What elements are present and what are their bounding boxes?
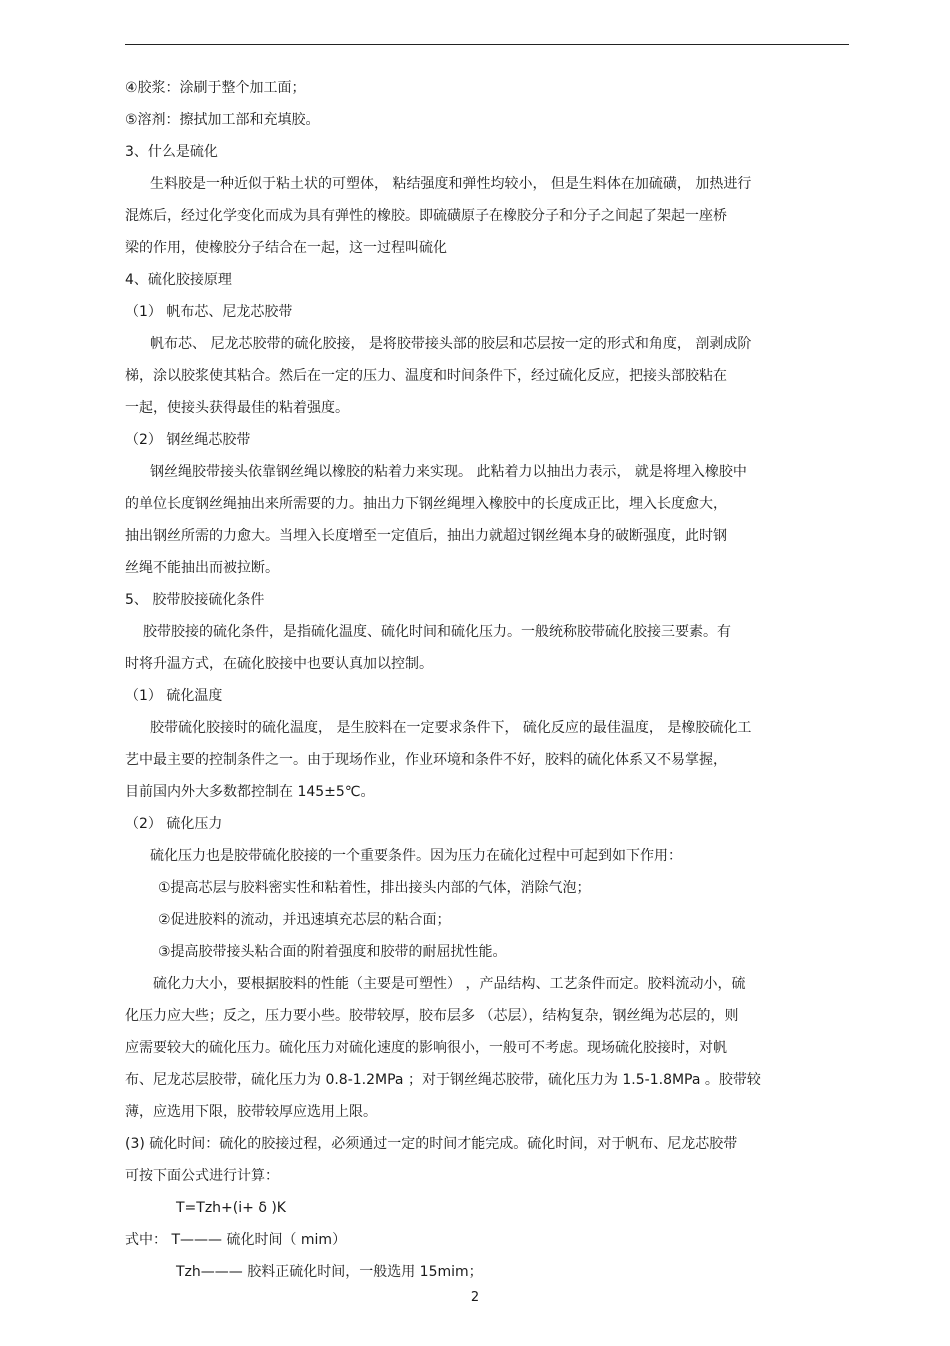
text-line: 抽出钢丝所需的力愈大。当埋入长度增至一定值后，抽出力就超过钢丝绳本身的破断强度，此时钢 bbox=[125, 528, 727, 544]
list-item: ①提高芯层与胶料密实性和粘着性，排出接头内部的气体，消除气泡； bbox=[158, 880, 591, 896]
list-item: ②促进胶料的流动，并迅速填充芯层的粘合面； bbox=[158, 912, 451, 928]
text-line: 钢丝绳胶带接头依靠钢丝绳以橡胶的粘着力来实现。 此粘着力以抽出力表示， 就是将埋入橡胶中 bbox=[150, 464, 747, 480]
list-item: ③提高胶带接头粘合面的附着强度和胶带的耐屈扰性能。 bbox=[158, 944, 507, 960]
subsection-heading: （2） 硫化压力 bbox=[125, 816, 223, 832]
text-line: 梯，涂以胶浆使其粘合。然后在一定的压力、温度和时间条件下，经过硫化反应，把接头部胶粘在 bbox=[125, 368, 727, 384]
text-line: 艺中最主要的控制条件之一。由于现场作业，作业环境和条件不好，胶料的硫化体系又不易掌握， bbox=[125, 752, 727, 768]
text-line: 胶带胶接的硫化条件，是指硫化温度、硫化时间和硫化压力。一般统称胶带硫化胶接三要素。有 bbox=[143, 624, 731, 640]
text-line: (3) 硫化时间：硫化的胶接过程，必须通过一定的时间才能完成。硫化时间，对于帆布、尼龙芯胶带 bbox=[125, 1136, 738, 1152]
text-line: 硫化压力也是胶带硫化胶接的一个重要条件。因为压力在硫化过程中可起到如下作用： bbox=[150, 848, 682, 864]
text-line: 化压力应大些；反之，压力要小些。胶带较厚，胶布层多 （芯层），结构复杂，钢丝绳为芯层的，则 bbox=[125, 1008, 739, 1024]
text-line: 的单位长度钢丝绳抽出来所需要的力。抽出力下钢丝绳埋入橡胶中的长度成正比，埋入长度愈大， bbox=[125, 496, 727, 512]
section-heading: 4、硫化胶接原理 bbox=[125, 272, 232, 288]
text-line: 梁的作用，使橡胶分子结合在一起，这一过程叫硫化 bbox=[125, 240, 447, 256]
text-line: 式中： T——— 硫化时间（ mim） bbox=[125, 1232, 347, 1248]
text-line: 一起，使接头获得最佳的粘着强度。 bbox=[125, 400, 349, 416]
subsection-heading: （1） 硫化温度 bbox=[125, 688, 223, 704]
text-line: 丝绳不能抽出而被拉断。 bbox=[125, 560, 279, 576]
text-line: 生料胶是一种近似于粘土状的可塑体， 粘结强度和弹性均较小， 但是生料体在加硫磺， 加热进行 bbox=[150, 176, 752, 192]
text-line: 胶带硫化胶接时的硫化温度， 是生胶料在一定要求条件下， 硫化反应的最佳温度， 是橡胶硫化工 bbox=[150, 720, 752, 736]
text-line: 混炼后，经过化学变化而成为具有弹性的橡胶。即硫磺原子在橡胶分子和分子之间起了架起一座桥 bbox=[125, 208, 727, 224]
text-line: ④胶浆：涂刷于整个加工面； bbox=[125, 80, 306, 96]
text-line: 布、尼龙芯层胶带，硫化压力为 0.8-1.2MPa ；对于钢丝绳芯胶带，硫化压力为 1.5-1.8MPa 。胶带较 bbox=[125, 1072, 761, 1088]
header-rule bbox=[125, 44, 849, 45]
section-heading: 3、什么是硫化 bbox=[125, 144, 218, 160]
text-line: ⑤溶剂：擦拭加工部和充填胶。 bbox=[125, 112, 320, 128]
text-line: 帆布芯、 尼龙芯胶带的硫化胶接， 是将胶带接头部的胶层和芯层按一定的形式和角度， 剖剥成阶 bbox=[150, 336, 752, 352]
subsection-heading: （2） 钢丝绳芯胶带 bbox=[125, 432, 251, 448]
text-line: 薄，应选用下限，胶带较厚应选用上限。 bbox=[125, 1104, 377, 1120]
formula: T=Tzh+(i+ δ )K bbox=[176, 1200, 286, 1216]
page-number: 2 bbox=[470, 1290, 480, 1305]
text-line: 目前国内外大多数都控制在 145±5℃。 bbox=[125, 784, 375, 800]
text-line: 可按下面公式进行计算： bbox=[125, 1168, 279, 1184]
text-line: Tzh——— 胶料正硫化时间，一般选用 15mim； bbox=[176, 1264, 483, 1280]
section-heading: 5、 胶带胶接硫化条件 bbox=[125, 592, 265, 608]
text-line: 应需要较大的硫化压力。硫化压力对硫化速度的影响很小，一般可不考虑。现场硫化胶接时，对帆 bbox=[125, 1040, 727, 1056]
text-line: 时将升温方式，在硫化胶接中也要认真加以控制。 bbox=[125, 656, 433, 672]
subsection-heading: （1） 帆布芯、尼龙芯胶带 bbox=[125, 304, 293, 320]
text-line: 硫化力大小，要根据胶料的性能（主要是可塑性） ，产品结构、工艺条件而定。胶料流动小，硫 bbox=[153, 976, 746, 992]
